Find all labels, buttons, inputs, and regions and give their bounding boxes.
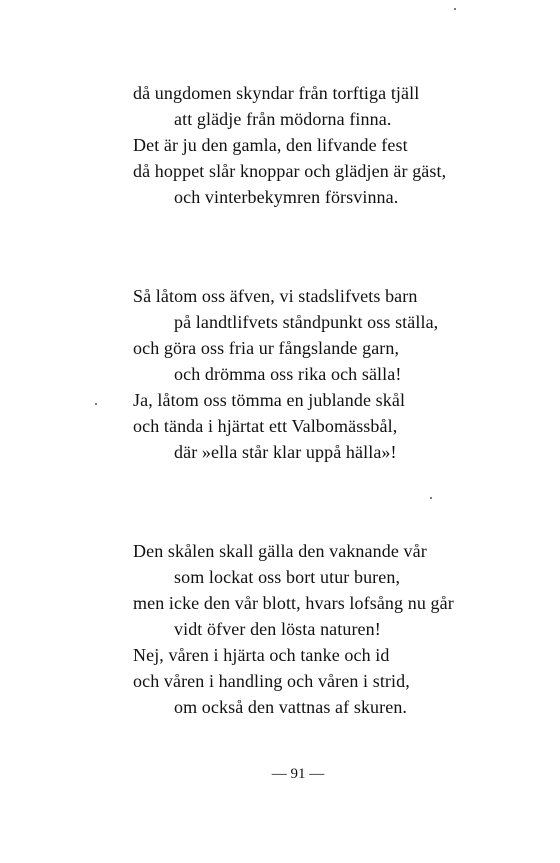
poem-line: där »ella står klar uppå hälla»! [174,442,397,462]
poem-stanza-2 [133,283,533,465]
poem-line: vidt öfver den lösta naturen! [174,619,381,639]
paper-speck [454,8,456,10]
paper-speck [95,403,97,405]
poem-line: Så låtom oss äfven, vi stadslifvets barn [133,286,418,306]
poem-line: men icke den vår blott, hvars lofsång nu går [133,593,454,613]
paper-speck [430,497,432,499]
poem-line: som lockat oss bort utur buren, [174,567,401,587]
poem-stanza-1 [133,80,533,210]
poem-line: och våren i handling och våren i strid, [133,671,410,691]
poem-line: om också den vattnas af skuren. [174,697,408,717]
poem-line: på landtlifvets ståndpunkt oss ställa, [174,312,439,332]
poem-line: och tända i hjärtat ett Valbomässbål, [133,416,398,436]
poem-line: Det är ju den gamla, den lifvande fest [133,135,408,155]
poem-line: Nej, våren i hjärta och tanke och id [133,645,390,665]
poem-line: och göra oss fria ur fångslande garn, [133,338,400,358]
poem-line: och drömma oss rika och sälla! [174,364,402,384]
poem-line: att glädje från mödorna finna. [174,109,392,129]
poem-line: och vinterbekymren försvinna. [174,187,399,207]
poem-line: Ja, låtom oss tömma en jublande skål [133,390,406,410]
poem-line: Den skålen skall gälla den vaknande vår [133,541,427,561]
page-number: — 91 — [271,766,325,782]
poem-line: då hoppet slår knoppar och glädjen är gäst, [133,161,447,181]
poem-stanza-3 [133,538,533,720]
poem-line: då ungdomen skyndar från torftiga tjäll [133,83,420,103]
